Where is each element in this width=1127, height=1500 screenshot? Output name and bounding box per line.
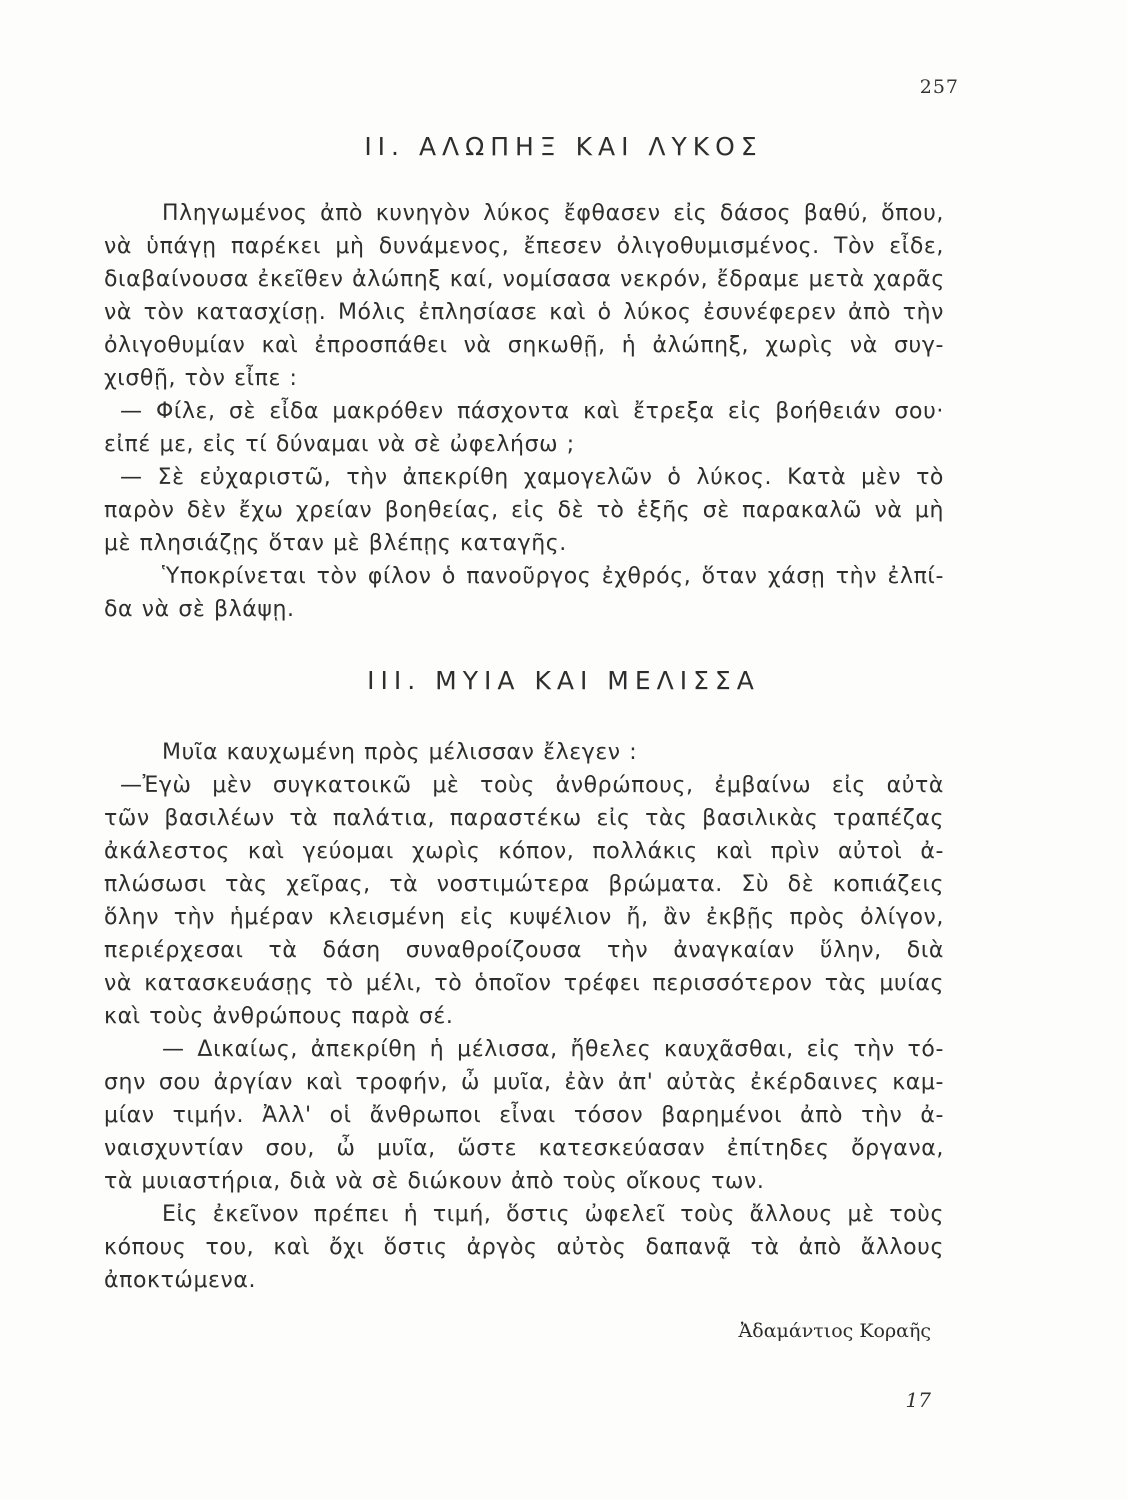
fable-fly-and-bee-text [104, 736, 944, 1297]
author-signature: Ἀδαμάντιος Κοραῆς [738, 1320, 931, 1342]
page-number: 257 [919, 76, 959, 98]
text-line: κόπους του, καὶ ὄχι ὅστις ἀργὸς αὐτὸς δαπανᾷ τὰ ἀπὸ ἄλλους [104, 1235, 944, 1260]
text-line: Εἰς ἐκεῖνον πρέπει ἡ τιμή, ὅστις ὠφελεῖ τοὺς ἄλλους μὲ τοὺς [162, 1202, 944, 1227]
text-line: παρὸν δὲν ἔχω χρείαν βοηθείας, εἰς δὲ τὸ ἑξῆς σὲ παρακαλῶ νὰ μὴ [104, 498, 944, 523]
text-line: ὅλην τὴν ἡμέραν κλεισμένη εἰς κυψέλιον ἤ, ἂν ἐκβῇς πρὸς ὀλίγον, [104, 905, 944, 930]
text-line: νὰ κατασκευάσῃς τὸ μέλι, τὸ ὁποῖον τρέφει περισσότερον τὰς μυίας [104, 971, 944, 996]
text-line: — Δικαίως, ἀπεκρίθη ἡ μέλισσα, ἤθελες καυχᾶσθαι, εἰς τὴν τό- [162, 1037, 944, 1062]
text-line: μίαν τιμήν. Ἀλλ' οἱ ἄνθρωποι εἶναι τόσον βαρημένοι ἀπὸ τὴν ἀ- [104, 1103, 944, 1128]
text-line: Μυῖα καυχωμένη πρὸς μέλισσαν ἔλεγεν : [162, 740, 638, 765]
text-line: νὰ τὸν κατασχίσῃ. Μόλις ἐπλησίασε καὶ ὁ λύκος ἐσυνέφερεν ἀπὸ τὴν [104, 300, 944, 325]
text-line: σην σου ἀργίαν καὶ τροφήν, ὦ μυῖα, ἐὰν ἀπ' αὐτὰς ἐκέρδαινες καμ- [104, 1070, 944, 1095]
text-line: καὶ τοὺς ἀνθρώπους παρὰ σέ. [104, 1004, 454, 1029]
text-line: ὀλιγοθυμίαν καὶ ἐπροσπάθει νὰ σηκωθῇ, ἡ ἀλώπηξ, χωρὶς νὰ συγ- [104, 333, 944, 358]
text-line: Ὑποκρίνεται τὸν φίλον ὁ πανοῦργος ἐχθρός, ὅταν χάσῃ τὴν ἐλπί- [162, 564, 944, 589]
text-line: τῶν βασιλέων τὰ παλάτια, παραστέκω εἰς τὰς βασιλικὰς τραπέζας [104, 806, 944, 831]
text-line: χισθῇ, τὸν εἶπε : [104, 366, 298, 391]
section-heading-fly-and-bee: III. ΜΥΙΑ ΚΑΙ ΜΕΛΙΣΣΑ [367, 666, 760, 695]
section-heading-fox-and-wolf: II. ΑΛΩΠΗΞ ΚΑΙ ΛΥΚΟΣ [364, 132, 763, 161]
text-line: περιέρχεσαι τὰ δάση συναθροίζουσα τὴν ἀναγκαίαν ὕλην, διὰ [104, 938, 944, 963]
text-line: Πληγωμένος ἀπὸ κυνηγὸν λύκος ἔφθασεν εἰς δάσος βαθύ, ὅπου, [162, 201, 944, 226]
text-line: —Ἐγὼ μὲν συγκατοικῶ μὲ τοὺς ἀνθρώπους, ἐμβαίνω εἰς αὐτὰ [120, 773, 944, 798]
text-line: νὰ ὑπάγῃ παρέκει μὴ δυνάμενος, ἔπεσεν ὀλιγοθυμισμένος. Τὸν εἶδε, [104, 234, 944, 259]
printer-signature-mark: 17 [905, 1388, 931, 1412]
text-line: διαβαίνουσα ἐκεῖθεν ἀλώπηξ καί, νομίσασα νεκρόν, ἔδραμε μετὰ χαρᾶς [104, 267, 945, 292]
text-line: μὲ πλησιάζῃς ὅταν μὲ βλέπῃς καταγῆς. [104, 531, 567, 556]
text-line: πλώσωσι τὰς χεῖρας, τὰ νοστιμώτερα βρώματα. Σὺ δὲ κοπιάζεις [104, 872, 944, 897]
text-line: — Φίλε, σὲ εἶδα μακρόθεν πάσχοντα καὶ ἔτρεξα εἰς βοήθειάν σου· [120, 399, 944, 424]
fable-fox-and-wolf-text [104, 197, 944, 626]
text-line: ἀκάλεστος καὶ γεύομαι χωρὶς κόπον, πολλάκις καὶ πρὶν αὐτοὶ ἀ- [104, 839, 944, 864]
text-line: — Σὲ εὐχαριστῶ, τὴν ἀπεκρίθη χαμογελῶν ὁ λύκος. Κατὰ μὲν τὸ [120, 465, 944, 490]
text-line: τὰ μυιαστήρια, διὰ νὰ σὲ διώκουν ἀπὸ τοὺς οἴκους των. [104, 1169, 765, 1194]
text-line: ἀποκτώμενα. [104, 1268, 257, 1293]
text-line: εἰπέ με, εἰς τί δύναμαι νὰ σὲ ὠφελήσω ; [104, 432, 575, 457]
text-line: ναισχυντίαν σου, ὦ μυῖα, ὥστε κατεσκεύασαν ἐπίτηδες ὄργανα, [104, 1136, 944, 1161]
text-line: δα νὰ σὲ βλάψῃ. [104, 597, 295, 622]
